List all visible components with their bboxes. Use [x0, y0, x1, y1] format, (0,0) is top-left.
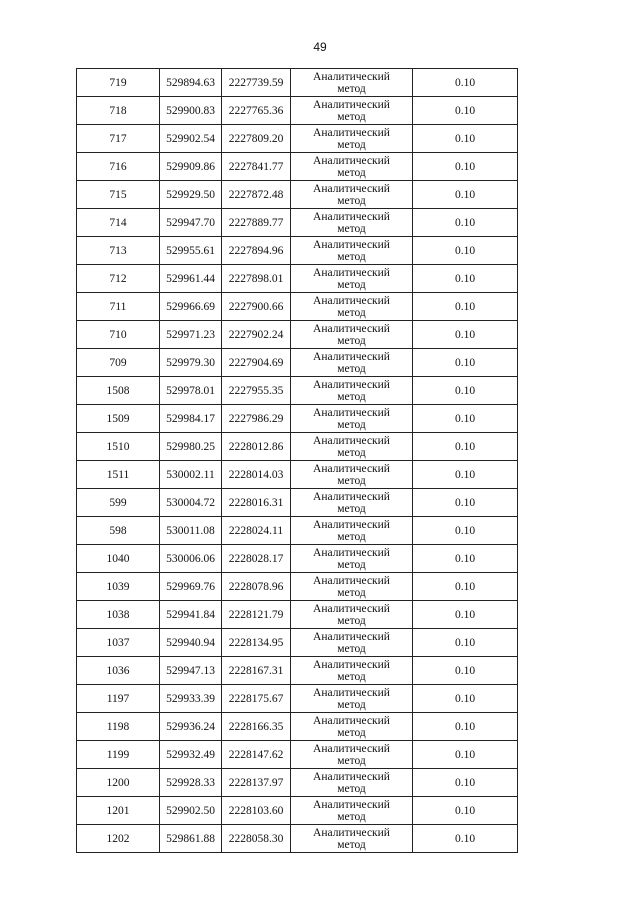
cell-method — [291, 237, 413, 265]
table-row — [77, 685, 518, 713]
table-row — [77, 433, 518, 461]
table-row — [77, 713, 518, 741]
cell-method — [291, 293, 413, 321]
cell-method — [291, 685, 413, 713]
cell-y-coordinate: 2228014.03 — [222, 461, 291, 489]
cell-y-coordinate: 2228166.35 — [222, 713, 291, 741]
cell-error: 0.10 — [413, 321, 518, 349]
method-text: Аналитический метод — [313, 70, 390, 95]
cell-x-coordinate: 529961.44 — [160, 265, 222, 293]
table-row — [77, 153, 518, 181]
cell-x-coordinate: 529941.84 — [160, 601, 222, 629]
method-text: Аналитический метод — [313, 126, 390, 151]
cell-x-coordinate: 529902.54 — [160, 125, 222, 153]
cell-method — [291, 405, 413, 433]
cell-x-coordinate: 529984.17 — [160, 405, 222, 433]
cell-error: 0.10 — [413, 405, 518, 433]
cell-error: 0.10 — [413, 153, 518, 181]
cell-error: 0.10 — [413, 97, 518, 125]
cell-x-coordinate: 529979.30 — [160, 349, 222, 377]
method-text: Аналитический метод — [313, 182, 390, 207]
table-row — [77, 181, 518, 209]
table-row — [77, 125, 518, 153]
cell-y-coordinate: 2227889.77 — [222, 209, 291, 237]
cell-error: 0.10 — [413, 601, 518, 629]
method-text: Аналитический метод — [313, 238, 390, 263]
cell-method — [291, 741, 413, 769]
cell-method — [291, 573, 413, 601]
cell-method — [291, 69, 413, 97]
table-row — [77, 601, 518, 629]
cell-method — [291, 825, 413, 853]
method-text: Аналитический метод — [313, 462, 390, 487]
cell-method — [291, 377, 413, 405]
table-row — [77, 461, 518, 489]
cell-point-number: 1509 — [77, 405, 160, 433]
method-text: Аналитический метод — [313, 434, 390, 459]
cell-point-number: 1200 — [77, 769, 160, 797]
cell-x-coordinate: 529894.63 — [160, 69, 222, 97]
cell-y-coordinate: 2227898.01 — [222, 265, 291, 293]
cell-method — [291, 629, 413, 657]
cell-method — [291, 713, 413, 741]
cell-x-coordinate: 529900.83 — [160, 97, 222, 125]
cell-method — [291, 125, 413, 153]
table-row — [77, 377, 518, 405]
cell-point-number: 1197 — [77, 685, 160, 713]
cell-x-coordinate: 529980.25 — [160, 433, 222, 461]
cell-y-coordinate: 2228175.67 — [222, 685, 291, 713]
cell-error: 0.10 — [413, 797, 518, 825]
page-number: 49 — [313, 40, 327, 54]
cell-point-number: 1040 — [77, 545, 160, 573]
table-row — [77, 741, 518, 769]
method-text: Аналитический метод — [313, 378, 390, 403]
method-text: Аналитический метод — [313, 770, 390, 795]
cell-error: 0.10 — [413, 433, 518, 461]
cell-point-number: 1037 — [77, 629, 160, 657]
cell-error: 0.10 — [413, 573, 518, 601]
cell-point-number: 717 — [77, 125, 160, 153]
table-body — [77, 69, 518, 853]
table-row — [77, 657, 518, 685]
cell-error: 0.10 — [413, 377, 518, 405]
cell-y-coordinate: 2228024.11 — [222, 517, 291, 545]
method-text: Аналитический метод — [313, 266, 390, 291]
cell-point-number: 713 — [77, 237, 160, 265]
cell-method — [291, 517, 413, 545]
cell-x-coordinate: 530004.72 — [160, 489, 222, 517]
cell-x-coordinate: 529936.24 — [160, 713, 222, 741]
cell-point-number: 718 — [77, 97, 160, 125]
cell-method — [291, 433, 413, 461]
cell-y-coordinate: 2228137.97 — [222, 769, 291, 797]
table-row — [77, 293, 518, 321]
cell-error: 0.10 — [413, 181, 518, 209]
cell-point-number: 711 — [77, 293, 160, 321]
method-text: Аналитический метод — [313, 602, 390, 627]
cell-x-coordinate: 529969.76 — [160, 573, 222, 601]
cell-error: 0.10 — [413, 69, 518, 97]
cell-error: 0.10 — [413, 237, 518, 265]
cell-method — [291, 797, 413, 825]
cell-y-coordinate: 2227872.48 — [222, 181, 291, 209]
cell-method — [291, 181, 413, 209]
method-text: Аналитический метод — [313, 658, 390, 683]
cell-method — [291, 769, 413, 797]
method-text: Аналитический метод — [313, 294, 390, 319]
cell-method — [291, 349, 413, 377]
method-text: Аналитический метод — [313, 518, 390, 543]
cell-y-coordinate: 2228058.30 — [222, 825, 291, 853]
cell-x-coordinate: 529971.23 — [160, 321, 222, 349]
table-row — [77, 321, 518, 349]
table-row — [77, 769, 518, 797]
method-text: Аналитический метод — [313, 322, 390, 347]
cell-x-coordinate: 529955.61 — [160, 237, 222, 265]
cell-error: 0.10 — [413, 265, 518, 293]
cell-y-coordinate: 2227986.29 — [222, 405, 291, 433]
table-row — [77, 349, 518, 377]
cell-y-coordinate: 2228167.31 — [222, 657, 291, 685]
table-row — [77, 797, 518, 825]
method-text: Аналитический метод — [313, 826, 390, 851]
cell-y-coordinate: 2227765.36 — [222, 97, 291, 125]
table-row — [77, 489, 518, 517]
cell-method — [291, 461, 413, 489]
cell-point-number: 712 — [77, 265, 160, 293]
cell-point-number: 1201 — [77, 797, 160, 825]
cell-error: 0.10 — [413, 741, 518, 769]
cell-error: 0.10 — [413, 713, 518, 741]
cell-error: 0.10 — [413, 629, 518, 657]
method-text: Аналитический метод — [313, 546, 390, 571]
cell-error: 0.10 — [413, 209, 518, 237]
table-row — [77, 517, 518, 545]
cell-x-coordinate: 529861.88 — [160, 825, 222, 853]
cell-x-coordinate: 529933.39 — [160, 685, 222, 713]
cell-error: 0.10 — [413, 657, 518, 685]
cell-y-coordinate: 2228103.60 — [222, 797, 291, 825]
cell-point-number: 714 — [77, 209, 160, 237]
cell-method — [291, 489, 413, 517]
cell-error: 0.10 — [413, 125, 518, 153]
method-text: Аналитический метод — [313, 490, 390, 515]
cell-point-number: 1039 — [77, 573, 160, 601]
cell-y-coordinate: 2228121.79 — [222, 601, 291, 629]
cell-error: 0.10 — [413, 825, 518, 853]
cell-error: 0.10 — [413, 293, 518, 321]
method-text: Аналитический метод — [313, 210, 390, 235]
cell-method — [291, 657, 413, 685]
cell-point-number: 709 — [77, 349, 160, 377]
cell-method — [291, 265, 413, 293]
cell-error: 0.10 — [413, 545, 518, 573]
method-text: Аналитический метод — [313, 350, 390, 375]
cell-x-coordinate: 529928.33 — [160, 769, 222, 797]
coordinates-table — [76, 68, 518, 853]
cell-x-coordinate: 529929.50 — [160, 181, 222, 209]
method-text: Аналитический метод — [313, 406, 390, 431]
cell-point-number: 719 — [77, 69, 160, 97]
table-row — [77, 209, 518, 237]
cell-y-coordinate: 2228016.31 — [222, 489, 291, 517]
cell-point-number: 1036 — [77, 657, 160, 685]
method-text: Аналитический метод — [313, 574, 390, 599]
table-row — [77, 825, 518, 853]
method-text: Аналитический метод — [313, 798, 390, 823]
cell-error: 0.10 — [413, 769, 518, 797]
method-text: Аналитический метод — [313, 686, 390, 711]
cell-error: 0.10 — [413, 461, 518, 489]
cell-point-number: 1511 — [77, 461, 160, 489]
cell-method — [291, 601, 413, 629]
cell-x-coordinate: 529909.86 — [160, 153, 222, 181]
cell-y-coordinate: 2227904.69 — [222, 349, 291, 377]
cell-y-coordinate: 2227894.96 — [222, 237, 291, 265]
cell-point-number: 1038 — [77, 601, 160, 629]
cell-y-coordinate: 2227841.77 — [222, 153, 291, 181]
table-row — [77, 629, 518, 657]
cell-y-coordinate: 2227900.66 — [222, 293, 291, 321]
table-row — [77, 97, 518, 125]
cell-error: 0.10 — [413, 517, 518, 545]
cell-x-coordinate: 529902.50 — [160, 797, 222, 825]
cell-point-number: 715 — [77, 181, 160, 209]
cell-x-coordinate: 529966.69 — [160, 293, 222, 321]
cell-method — [291, 209, 413, 237]
table-row — [77, 265, 518, 293]
table-row — [77, 545, 518, 573]
cell-x-coordinate: 529947.13 — [160, 657, 222, 685]
method-text: Аналитический метод — [313, 630, 390, 655]
cell-point-number: 598 — [77, 517, 160, 545]
method-text: Аналитический метод — [313, 154, 390, 179]
cell-y-coordinate: 2227902.24 — [222, 321, 291, 349]
cell-y-coordinate: 2228147.62 — [222, 741, 291, 769]
cell-x-coordinate: 529978.01 — [160, 377, 222, 405]
cell-error: 0.10 — [413, 349, 518, 377]
cell-point-number: 1508 — [77, 377, 160, 405]
cell-y-coordinate: 2228134.95 — [222, 629, 291, 657]
cell-point-number: 599 — [77, 489, 160, 517]
method-text: Аналитический метод — [313, 742, 390, 767]
cell-point-number: 710 — [77, 321, 160, 349]
table-row — [77, 405, 518, 433]
cell-point-number: 716 — [77, 153, 160, 181]
cell-method — [291, 545, 413, 573]
method-text: Аналитический метод — [313, 98, 390, 123]
cell-y-coordinate: 2228078.96 — [222, 573, 291, 601]
table-row — [77, 237, 518, 265]
cell-point-number: 1199 — [77, 741, 160, 769]
table-row — [77, 573, 518, 601]
cell-method — [291, 321, 413, 349]
cell-method — [291, 153, 413, 181]
method-text: Аналитический метод — [313, 714, 390, 739]
cell-error: 0.10 — [413, 685, 518, 713]
cell-y-coordinate: 2227955.35 — [222, 377, 291, 405]
cell-y-coordinate: 2228028.17 — [222, 545, 291, 573]
cell-y-coordinate: 2227739.59 — [222, 69, 291, 97]
cell-x-coordinate: 530011.08 — [160, 517, 222, 545]
cell-point-number: 1510 — [77, 433, 160, 461]
cell-x-coordinate: 529947.70 — [160, 209, 222, 237]
cell-point-number: 1202 — [77, 825, 160, 853]
cell-y-coordinate: 2227809.20 — [222, 125, 291, 153]
cell-method — [291, 97, 413, 125]
table-row — [77, 69, 518, 97]
cell-x-coordinate: 530002.11 — [160, 461, 222, 489]
cell-error: 0.10 — [413, 489, 518, 517]
cell-x-coordinate: 530006.06 — [160, 545, 222, 573]
cell-y-coordinate: 2228012.86 — [222, 433, 291, 461]
cell-x-coordinate: 529940.94 — [160, 629, 222, 657]
cell-x-coordinate: 529932.49 — [160, 741, 222, 769]
cell-point-number: 1198 — [77, 713, 160, 741]
